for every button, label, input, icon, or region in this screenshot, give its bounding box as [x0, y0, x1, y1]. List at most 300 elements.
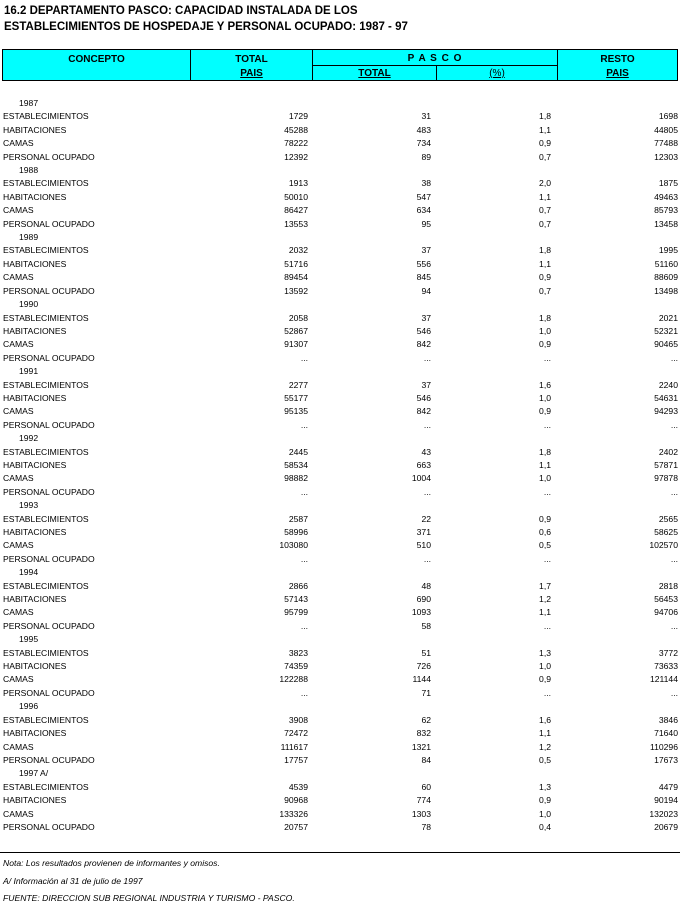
- pasco-total-cell: 43: [421, 446, 431, 457]
- total-pais-cell: 111617: [280, 741, 308, 752]
- pasco-total-cell: 89: [421, 151, 431, 162]
- pasco-percent-cell: 0,7: [539, 218, 551, 229]
- table-row: [0, 379, 680, 392]
- resto-pais-cell: 2240: [658, 379, 678, 390]
- year-row: [0, 767, 680, 780]
- pasco-total-cell: 547: [416, 191, 431, 202]
- pasco-percent-cell: ...: [543, 553, 551, 564]
- resto-pais-cell: 97878: [654, 473, 678, 484]
- table-row: [0, 218, 680, 231]
- pasco-percent-cell: 0,7: [539, 205, 551, 216]
- pasco-percent-cell: 1,2: [539, 594, 551, 605]
- year-row: [0, 499, 680, 512]
- pasco-percent-cell: 1,3: [539, 781, 551, 792]
- concept-label: HABITACIONES: [3, 191, 67, 202]
- pasco-total-cell: 37: [421, 245, 431, 256]
- pasco-total-cell: 38: [421, 178, 431, 189]
- resto-pais-cell: 94293: [654, 406, 678, 417]
- concept-label: HABITACIONES: [3, 728, 67, 739]
- total-pais-cell: 20757: [284, 821, 308, 832]
- concept-label: PERSONAL OCUPADO: [3, 687, 95, 698]
- table-row: [0, 124, 680, 137]
- total-pais-cell: 95799: [284, 607, 308, 618]
- resto-pais-cell: 3846: [658, 714, 678, 725]
- table-row: [0, 271, 680, 284]
- pasco-percent-cell: 1,2: [539, 741, 551, 752]
- header-total-pais-line1: TOTAL: [235, 54, 268, 65]
- table-row: [0, 781, 680, 794]
- table-row: [0, 352, 680, 365]
- header-total-pais-line2: PAIS: [240, 68, 263, 79]
- resto-pais-cell: 2021: [658, 312, 678, 323]
- table-row: [0, 191, 680, 204]
- resto-pais-cell: 57871: [654, 459, 678, 470]
- resto-pais-cell: 77488: [654, 138, 678, 149]
- resto-pais-cell: 20679: [654, 821, 678, 832]
- year-row: [0, 97, 680, 110]
- pasco-total-cell: 634: [416, 205, 431, 216]
- concept-label: PERSONAL OCUPADO: [3, 151, 95, 162]
- year-label: 1988: [19, 165, 39, 176]
- table-row: [0, 794, 680, 807]
- concept-label: ESTABLECIMIENTOS: [3, 580, 89, 591]
- resto-pais-cell: 1698: [658, 111, 678, 122]
- total-pais-cell: 4539: [288, 781, 308, 792]
- footer-divider: [0, 852, 680, 853]
- pasco-total-cell: 31: [421, 111, 431, 122]
- resto-pais-cell: 44805: [654, 124, 678, 135]
- page-title: [4, 3, 408, 35]
- concept-label: PERSONAL OCUPADO: [3, 352, 95, 363]
- pasco-percent-cell: 1,6: [539, 379, 551, 390]
- concept-label: HABITACIONES: [3, 795, 67, 806]
- pasco-total-cell: 1093: [411, 607, 431, 618]
- header-resto-pais-line1: RESTO: [600, 54, 635, 65]
- resto-pais-cell: 12303: [654, 151, 678, 162]
- resto-pais-cell: 94706: [654, 607, 678, 618]
- table-row: [0, 660, 680, 673]
- footnote-a: A/ Información al 31 de julio de 1997: [3, 876, 143, 886]
- table-row: [0, 419, 680, 432]
- total-pais-cell: 2032: [288, 245, 308, 256]
- title-line-1: 16.2 DEPARTAMENTO PASCO: CAPACIDAD INSTALADA DE LOS: [4, 5, 358, 17]
- pasco-total-cell: ...: [423, 352, 431, 363]
- table-row: [0, 177, 680, 190]
- table-row: [0, 741, 680, 754]
- pasco-percent-cell: 1,3: [539, 647, 551, 658]
- concept-label: PERSONAL OCUPADO: [3, 620, 95, 631]
- resto-pais-cell: 132023: [649, 808, 678, 819]
- year-label: 1993: [19, 500, 39, 511]
- pasco-total-cell: 1303: [411, 808, 431, 819]
- pasco-percent-cell: 1,0: [539, 808, 551, 819]
- pasco-percent-cell: 0,9: [539, 513, 551, 524]
- resto-pais-cell: 51160: [654, 258, 678, 269]
- table-row: [0, 459, 680, 472]
- total-pais-cell: 72472: [284, 728, 308, 739]
- resto-pais-cell: 71640: [654, 728, 678, 739]
- total-pais-cell: 17757: [284, 754, 308, 765]
- resto-pais-cell: 88609: [654, 272, 678, 283]
- year-row: [0, 298, 680, 311]
- pasco-total-cell: 62: [421, 714, 431, 725]
- total-pais-cell: 78222: [284, 138, 308, 149]
- year-label: 1994: [19, 567, 39, 578]
- concept-label: HABITACIONES: [3, 124, 67, 135]
- pasco-percent-cell: 2,0: [539, 178, 551, 189]
- concept-label: HABITACIONES: [3, 459, 67, 470]
- pasco-total-cell: 37: [421, 312, 431, 323]
- total-pais-cell: 74359: [284, 661, 308, 672]
- pasco-total-cell: 832: [416, 728, 431, 739]
- resto-pais-cell: 49463: [654, 191, 678, 202]
- pasco-total-cell: 663: [416, 459, 431, 470]
- pasco-total-cell: 546: [416, 392, 431, 403]
- pasco-percent-cell: ...: [543, 486, 551, 497]
- table-row: [0, 687, 680, 700]
- concept-label: ESTABLECIMIENTOS: [3, 781, 89, 792]
- total-pais-cell: 133326: [279, 808, 308, 819]
- year-row: [0, 164, 680, 177]
- pasco-percent-cell: 0,9: [539, 674, 551, 685]
- table-row: [0, 808, 680, 821]
- table-row: [0, 539, 680, 552]
- total-pais-cell: ...: [300, 486, 308, 497]
- pasco-total-cell: 48: [421, 580, 431, 591]
- resto-pais-cell: 90465: [654, 339, 678, 350]
- pasco-percent-cell: 1,0: [539, 392, 551, 403]
- pasco-percent-cell: 1,8: [539, 312, 551, 323]
- pasco-percent-cell: 1,0: [539, 473, 551, 484]
- table-row: [0, 593, 680, 606]
- table-row: [0, 580, 680, 593]
- pasco-percent-cell: 1,0: [539, 325, 551, 336]
- resto-pais-cell: 102570: [649, 540, 678, 551]
- table-row: [0, 244, 680, 257]
- concept-label: HABITACIONES: [3, 258, 67, 269]
- concept-label: CAMAS: [3, 473, 34, 484]
- pasco-percent-cell: 1,1: [539, 728, 551, 739]
- pasco-percent-cell: 1,0: [539, 661, 551, 672]
- header-resto-pais-line2: PAIS: [606, 68, 629, 79]
- table-row: [0, 754, 680, 767]
- total-pais-cell: ...: [300, 620, 308, 631]
- resto-pais-cell: 2402: [658, 446, 678, 457]
- table-row: [0, 472, 680, 485]
- resto-pais-cell: 17673: [654, 754, 678, 765]
- resto-pais-cell: 2565: [658, 513, 678, 524]
- total-pais-cell: 98882: [284, 473, 308, 484]
- year-row: [0, 700, 680, 713]
- footnote-nota: Nota: Los resultados provienen de informantes y omisos.: [3, 858, 220, 868]
- table-row: [0, 392, 680, 405]
- header-pasco-percent: (%): [489, 68, 505, 79]
- total-pais-cell: 45288: [284, 124, 308, 135]
- concept-label: HABITACIONES: [3, 661, 67, 672]
- pasco-total-cell: 1004: [411, 473, 431, 484]
- concept-label: CAMAS: [3, 540, 34, 551]
- resto-pais-cell: 54631: [654, 392, 678, 403]
- table-row: [0, 486, 680, 499]
- resto-pais-cell: ...: [670, 352, 678, 363]
- concept-label: CAMAS: [3, 138, 34, 149]
- pasco-total-cell: 95: [421, 218, 431, 229]
- concept-label: ESTABLECIMIENTOS: [3, 111, 89, 122]
- pasco-total-cell: 58: [421, 620, 431, 631]
- concept-label: PERSONAL OCUPADO: [3, 553, 95, 564]
- concept-label: ESTABLECIMIENTOS: [3, 714, 89, 725]
- pasco-total-cell: 78: [421, 821, 431, 832]
- concept-label: CAMAS: [3, 607, 34, 618]
- year-row: [0, 566, 680, 579]
- concept-label: CAMAS: [3, 205, 34, 216]
- concept-label: ESTABLECIMIENTOS: [3, 446, 89, 457]
- total-pais-cell: 3908: [288, 714, 308, 725]
- pasco-percent-cell: 1,1: [539, 191, 551, 202]
- pasco-total-cell: 1321: [411, 741, 431, 752]
- resto-pais-cell: 13498: [654, 285, 678, 296]
- concept-label: CAMAS: [3, 808, 34, 819]
- pasco-percent-cell: ...: [543, 419, 551, 430]
- table-row: [0, 204, 680, 217]
- concept-label: ESTABLECIMIENTOS: [3, 245, 89, 256]
- total-pais-cell: 2866: [288, 580, 308, 591]
- pasco-total-cell: 37: [421, 379, 431, 390]
- pasco-percent-cell: 0,5: [539, 754, 551, 765]
- table-row: [0, 673, 680, 686]
- table-body: [0, 97, 680, 834]
- table-row: [0, 110, 680, 123]
- pasco-percent-cell: 1,1: [539, 124, 551, 135]
- table-row: [0, 312, 680, 325]
- total-pais-cell: 122288: [279, 674, 308, 685]
- year-label: 1996: [19, 701, 39, 712]
- resto-pais-cell: 56453: [654, 594, 678, 605]
- header-pasco-total: TOTAL: [358, 68, 391, 79]
- resto-pais-cell: 90194: [654, 795, 678, 806]
- concept-label: PERSONAL OCUPADO: [3, 486, 95, 497]
- year-row: [0, 432, 680, 445]
- total-pais-cell: 1913: [288, 178, 308, 189]
- pasco-total-cell: 556: [416, 258, 431, 269]
- total-pais-cell: 2587: [288, 513, 308, 524]
- pasco-total-cell: 690: [416, 594, 431, 605]
- total-pais-cell: 51716: [284, 258, 308, 269]
- pasco-percent-cell: 1,8: [539, 446, 551, 457]
- year-label: 1995: [19, 634, 39, 645]
- pasco-total-cell: 371: [416, 527, 431, 537]
- pasco-percent-cell: 0,7: [539, 285, 551, 296]
- pasco-percent-cell: 1,8: [539, 111, 551, 122]
- total-pais-cell: 1729: [288, 111, 308, 122]
- pasco-total-cell: 845: [416, 272, 431, 283]
- resto-pais-cell: 4479: [658, 781, 678, 792]
- header-pasco: P A S C O: [407, 53, 463, 64]
- year-label: 1997 A/: [19, 768, 49, 779]
- table-row: [0, 620, 680, 633]
- pasco-total-cell: 71: [421, 687, 431, 698]
- total-pais-cell: 57143: [284, 594, 308, 605]
- concept-label: HABITACIONES: [3, 325, 67, 336]
- pasco-total-cell: 51: [421, 647, 431, 658]
- pasco-percent-cell: 0,9: [539, 138, 551, 149]
- pasco-percent-cell: 0,9: [539, 339, 551, 350]
- table-row: [0, 553, 680, 566]
- concept-label: CAMAS: [3, 406, 34, 417]
- table-row: [0, 151, 680, 164]
- resto-pais-cell: 52321: [654, 325, 678, 336]
- table-row: [0, 325, 680, 338]
- pasco-percent-cell: 0,6: [539, 527, 551, 537]
- source-note: FUENTE: DIRECCION SUB REGIONAL INDUSTRIA Y TURISMO - PASCO.: [3, 893, 295, 903]
- pasco-total-cell: 726: [416, 661, 431, 672]
- header-concepto: CONCEPTO: [68, 54, 125, 65]
- pasco-percent-cell: 1,1: [539, 459, 551, 470]
- concept-label: PERSONAL OCUPADO: [3, 821, 95, 832]
- pasco-total-cell: 546: [416, 325, 431, 336]
- concept-label: ESTABLECIMIENTOS: [3, 178, 89, 189]
- table-row: [0, 338, 680, 351]
- resto-pais-cell: ...: [670, 486, 678, 497]
- pasco-total-cell: 94: [421, 285, 431, 296]
- concept-label: CAMAS: [3, 339, 34, 350]
- total-pais-cell: 2445: [288, 446, 308, 457]
- year-label: 1987: [19, 98, 39, 108]
- table-row: [0, 606, 680, 619]
- resto-pais-cell: 73633: [654, 661, 678, 672]
- total-pais-cell: 52867: [284, 325, 308, 336]
- total-pais-cell: ...: [300, 553, 308, 564]
- resto-pais-cell: 85793: [654, 205, 678, 216]
- pasco-total-cell: 1144: [412, 674, 431, 685]
- pasco-total-cell: 84: [421, 754, 431, 765]
- total-pais-cell: 2277: [288, 379, 308, 390]
- year-label: 1989: [19, 232, 39, 243]
- resto-pais-cell: 121144: [649, 674, 678, 685]
- total-pais-cell: 95135: [284, 406, 308, 417]
- table-row: [0, 647, 680, 660]
- resto-pais-cell: 3772: [658, 647, 678, 658]
- table-row: [0, 258, 680, 271]
- total-pais-cell: ...: [300, 352, 308, 363]
- resto-pais-cell: ...: [670, 553, 678, 564]
- pasco-total-cell: ...: [423, 419, 431, 430]
- concept-label: PERSONAL OCUPADO: [3, 285, 95, 296]
- resto-pais-cell: 13458: [654, 218, 678, 229]
- pasco-total-cell: ...: [423, 486, 431, 497]
- total-pais-cell: 86427: [284, 205, 308, 216]
- pasco-percent-cell: 1,1: [539, 258, 551, 269]
- pasco-percent-cell: 1,6: [539, 714, 551, 725]
- pasco-percent-cell: 0,9: [539, 406, 551, 417]
- pasco-percent-cell: 0,5: [539, 540, 551, 551]
- pasco-percent-cell: ...: [543, 352, 551, 363]
- total-pais-cell: 103080: [279, 540, 308, 551]
- total-pais-cell: 58996: [284, 527, 308, 537]
- total-pais-cell: 55177: [284, 392, 308, 403]
- concept-label: CAMAS: [3, 741, 34, 752]
- year-row: [0, 365, 680, 378]
- concept-label: HABITACIONES: [3, 594, 67, 605]
- total-pais-cell: 90968: [284, 795, 308, 806]
- pasco-total-cell: 842: [416, 339, 431, 350]
- table-row: [0, 137, 680, 150]
- resto-pais-cell: ...: [670, 687, 678, 698]
- total-pais-cell: 3823: [288, 647, 308, 658]
- concept-label: PERSONAL OCUPADO: [3, 218, 95, 229]
- resto-pais-cell: ...: [670, 620, 678, 631]
- table-row: [0, 727, 680, 740]
- pasco-total-cell: 483: [416, 124, 431, 135]
- concept-label: HABITACIONES: [3, 527, 67, 537]
- concept-label: ESTABLECIMIENTOS: [3, 513, 89, 524]
- table-row: [0, 446, 680, 459]
- total-pais-cell: 13592: [284, 285, 308, 296]
- pasco-percent-cell: 0,9: [539, 272, 551, 283]
- total-pais-cell: 91307: [284, 339, 308, 350]
- total-pais-cell: ...: [300, 687, 308, 698]
- concept-label: PERSONAL OCUPADO: [3, 419, 95, 430]
- total-pais-cell: ...: [300, 419, 308, 430]
- pasco-percent-cell: 0,4: [539, 821, 551, 832]
- resto-pais-cell: 2818: [658, 580, 678, 591]
- title-line-2: ESTABLECIMIENTOS DE HOSPEDAJE Y PERSONAL OCUPADO: 1987 - 97: [4, 21, 408, 33]
- concept-label: ESTABLECIMIENTOS: [3, 312, 89, 323]
- total-pais-cell: 58534: [284, 459, 308, 470]
- pasco-percent-cell: ...: [543, 687, 551, 698]
- pasco-total-cell: 60: [421, 781, 431, 792]
- pasco-total-cell: ...: [423, 553, 431, 564]
- total-pais-cell: 13553: [284, 218, 308, 229]
- concept-label: ESTABLECIMIENTOS: [3, 379, 89, 390]
- table-row: [0, 513, 680, 526]
- total-pais-cell: 50010: [284, 191, 308, 202]
- table-row: [0, 714, 680, 727]
- pasco-percent-cell: 0,7: [539, 151, 551, 162]
- header-pasco-underline: [313, 65, 557, 66]
- resto-pais-cell: ...: [670, 419, 678, 430]
- concept-label: ESTABLECIMIENTOS: [3, 647, 89, 658]
- year-label: 1991: [19, 366, 39, 377]
- year-row: [0, 633, 680, 646]
- pasco-total-cell: 510: [416, 540, 431, 551]
- pasco-total-cell: 774: [416, 795, 431, 806]
- table-row: [0, 526, 680, 539]
- table-header: [2, 49, 678, 81]
- year-label: 1992: [19, 433, 39, 444]
- concept-label: PERSONAL OCUPADO: [3, 754, 95, 765]
- pasco-percent-cell: 1,7: [539, 580, 551, 591]
- resto-pais-cell: 1875: [658, 178, 678, 189]
- year-row: [0, 231, 680, 244]
- pasco-total-cell: 22: [421, 513, 431, 524]
- table-row: [0, 285, 680, 298]
- resto-pais-cell: 58625: [654, 527, 678, 537]
- year-label: 1990: [19, 299, 39, 310]
- table-row: [0, 405, 680, 418]
- resto-pais-cell: 110296: [649, 741, 678, 752]
- concept-label: HABITACIONES: [3, 392, 67, 403]
- pasco-percent-cell: 1,8: [539, 245, 551, 256]
- concept-label: CAMAS: [3, 272, 34, 283]
- total-pais-cell: 2058: [288, 312, 308, 323]
- pasco-total-cell: 734: [416, 138, 431, 149]
- pasco-percent-cell: ...: [543, 620, 551, 631]
- resto-pais-cell: 1995: [658, 245, 678, 256]
- pasco-percent-cell: 0,9: [539, 795, 551, 806]
- total-pais-cell: 12392: [284, 151, 308, 162]
- concept-label: CAMAS: [3, 674, 34, 685]
